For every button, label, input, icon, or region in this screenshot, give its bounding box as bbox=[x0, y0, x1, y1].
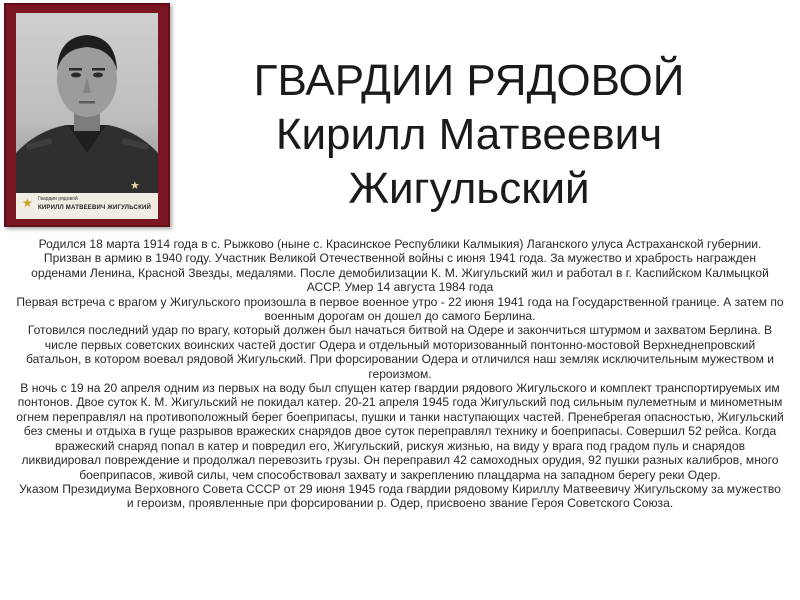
portrait-frame bbox=[4, 3, 170, 227]
medal-star-icon: ★ bbox=[130, 180, 140, 192]
caption-name: КИРИЛЛ МАТВЕЕВИЧ ЖИГУЛЬСКИЙ bbox=[38, 205, 151, 211]
portrait-photo bbox=[16, 13, 158, 193]
title-rank: ГВАРДИИ РЯДОВОЙ bbox=[253, 56, 685, 105]
portrait-caption bbox=[16, 193, 158, 219]
paragraph-crossing: В ночь с 19 на 20 апреля одним из первых на воду был спущен катер гвардии рядового Жигульского и комплект транспортируемых им понтонов. Двое суток К. М. Жигульский не покидал катер. 20-21 апреля 1945 года Жигульский под сильным пулеметным и минометным огнем переправлял на противоположный берег боеприпасы, пушки и танки наступающих частей. Пренебрегая опасностью, Жигульский без смены и отдыха в гуще разрывов вражеских снарядов двое суток переправлял технику и боеприпасы. Совершил 52 рейса. Когда вражеский снаряд попал в катер и повредил его, Жигульский, рискуя жизнью, на виду у врага под градом пуль и снарядов ликвидировал повреждение и продолжал перевозить грузы. Он переправил 42 самоходных орудия, 92 пушки разных калибров, много боеприпасов, живой силы, чем способствовал захвату и закреплению плацдарма на западном берегу реки Одер. bbox=[16, 381, 784, 482]
biography-text bbox=[16, 237, 784, 511]
title-surname: Жигульский bbox=[348, 164, 590, 213]
caption-rank: Гвардии рядовой bbox=[38, 196, 78, 202]
paragraph-oder-preparation: Готовился последний удар по врагу, который должен был начаться битвой на Одере и закончиться штурмом и захватом Берлина. В числе первых советских воинских частей достиг Одера и отдельный моторизованный понтонно-мостовой Верхнеднепровский батальон, в котором воевал рядовой Жигульский. При форсировании Одера и отличился наш земляк исключительным мужеством и героизмом. bbox=[25, 323, 775, 381]
paragraph-biography: Родился 18 марта 1914 года в с. Рыжково (ныне с. Красинское Республики Калмыкия) Лаганского улуса Астраханской губернии. Призван в армию в 1940 году. Участник Великой Отечественной войны с июня 1941 года. За мужество и храбрость награжден орденами Ленина, Красной Звезды, медалями. После демобилизации К. М. Жигульский жил и работал в г. Каспийском Калмыцкой АССР. Умер 14 августа 1984 года bbox=[31, 237, 769, 295]
paragraph-first-battle: Первая встреча с врагом у Жигульского произошла в первое военное утро - 22 июня 1941 года на Государственной границе. А затем по военным дорогам он дошел до самого Берлина. bbox=[16, 294, 784, 324]
paragraph-award: Указом Президиума Верховного Совета СССР от 29 июня 1945 года гвардии рядовому Кириллу Матвеевичу Жигульскому за мужество и героизм, проявленные при форсировании р. Одер, присвоено звание Героя Советского Союза. bbox=[19, 481, 781, 511]
hero-star-icon: ★ bbox=[22, 196, 33, 210]
page-title bbox=[186, 54, 752, 216]
title-name: Кирилл Матвеевич bbox=[275, 110, 663, 159]
